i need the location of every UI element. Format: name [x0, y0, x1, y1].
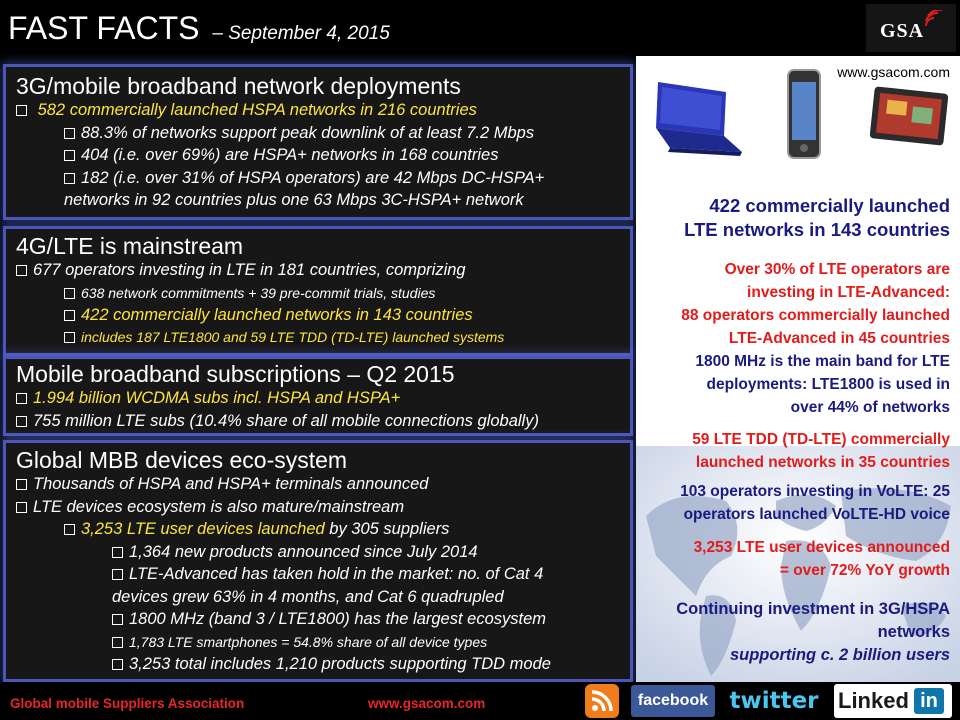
footer-bar [0, 682, 960, 720]
logo-text: GSA [880, 20, 925, 42]
panel-3g-deployments [3, 64, 633, 220]
signal-arcs-icon [924, 10, 946, 28]
fact-3g-hspa: Continuing investment in 3G/HSPA networks supporting c. 2 billion users [676, 600, 950, 664]
title-date: – September 4, 2015 [212, 23, 390, 44]
checkbox-bullet-icon [16, 416, 27, 427]
fact-lte1800: 1800 MHz is the main band for LTE deployments: LTE1800 is used in over 44% of networks [695, 353, 950, 416]
page-title [8, 10, 390, 52]
facts-column [0, 56, 640, 682]
checkbox-bullet-icon [16, 393, 27, 404]
checkbox-bullet-icon [112, 547, 123, 558]
list-item: 755 million LTE subs (10.4% share of all mobile connections globally) [16, 410, 620, 433]
checkbox-bullet-icon [112, 637, 123, 648]
panel-mbb-subscriptions [3, 356, 633, 436]
checkbox-bullet-icon [64, 310, 75, 321]
panel-heading: 3G/mobile broadband network deployments [16, 73, 461, 99]
gsa-logo [866, 4, 956, 52]
checkbox-bullet-icon [64, 173, 75, 184]
highlights-sidebar [636, 56, 960, 682]
panel-heading: Mobile broadband subscriptions – Q2 2015 [16, 361, 455, 387]
fact-td-lte: 59 LTE TDD (TD-LTE) commercially launched networks in 35 countries [692, 431, 950, 471]
checkbox-bullet-icon [112, 569, 123, 580]
list-item: 3,253 LTE user devices launched by 305 suppliers [16, 518, 620, 541]
checkbox-bullet-icon [64, 524, 75, 535]
panel-4g-lte [3, 226, 633, 356]
panel-heading: 4G/LTE is mainstream [16, 233, 244, 259]
checkbox-bullet-icon [64, 288, 75, 299]
checkbox-bullet-icon [64, 128, 75, 139]
header-bar [0, 0, 960, 56]
list-item-continued: devices grew 63% in 4 months, and Cat 6 quadrupled [112, 587, 504, 606]
list-item: includes 187 LTE1800 and 59 LTE TDD (TD-LTE) launched systems [16, 326, 620, 348]
laptop-image [646, 78, 746, 158]
twitter-icon[interactable]: twitter [729, 688, 819, 714]
checkbox-bullet-icon [112, 659, 123, 670]
checkbox-bullet-icon [16, 265, 27, 276]
list-item: 638 network commitments + 39 pre-commit trials, studies [16, 282, 620, 304]
list-item: 1.994 billion WCDMA subs incl. HSPA and HSPA+ [16, 387, 620, 410]
website-url: www.gsacom.com [837, 64, 950, 80]
list-item: 582 commercially launched HSPA networks in 216 countries [16, 99, 620, 122]
list-item: 404 (i.e. over 69%) are HSPA+ networks in 168 countries [16, 144, 620, 167]
list-item: 182 (i.e. over 31% of HSPA operators) are 42 Mbps DC-HSPA+ [16, 167, 620, 190]
fact-lte-advanced: Over 30% of LTE operators are investing in LTE-Advanced: 88 operators commercially launched LTE-Advanced in 45 countries [681, 261, 950, 347]
rss-icon[interactable] [585, 684, 619, 718]
linkedin-icon[interactable]: Linked in [834, 684, 952, 718]
list-item: 1800 MHz (band 3 / LTE1800) has the largest ecosystem [16, 608, 620, 631]
checkbox-bullet-icon [64, 150, 75, 161]
checkbox-bullet-icon [16, 502, 27, 513]
fact-lte-networks: 422 commercially launched LTE networks in 143 countries [684, 195, 950, 240]
checkbox-bullet-icon [16, 479, 27, 490]
list-item: Thousands of HSPA and HSPA+ terminals announced [16, 473, 620, 496]
checkbox-bullet-icon [64, 332, 75, 343]
list-item: 422 commercially launched networks in 143 countries [16, 304, 620, 327]
phone-image [786, 68, 822, 160]
panel-mbb-devices [3, 440, 633, 682]
facebook-icon[interactable]: facebook [631, 685, 715, 717]
list-item: LTE-Advanced has taken hold in the market: no. of Cat 4 [16, 563, 620, 586]
list-item: LTE devices ecosystem is also mature/mainstream [16, 496, 620, 519]
footer-org-name: Global mobile Suppliers Association [10, 696, 245, 711]
list-item-continued: networks in 92 countries plus one 63 Mbps 3C-HSPA+ network [64, 191, 524, 209]
list-item: 677 operators investing in LTE in 181 countries, comprizing [16, 259, 620, 282]
title-text: FAST FACTS [8, 10, 200, 46]
checkbox-bullet-icon [16, 105, 27, 116]
panel-heading: Global MBB devices eco-system [16, 447, 348, 473]
checkbox-bullet-icon [112, 614, 123, 625]
list-item: 88.3% of networks support peak downlink of at least 7.2 Mbps [16, 122, 620, 145]
footer-url-link[interactable]: www.gsacom.com [368, 696, 486, 711]
fact-volte: 103 operators investing in VoLTE: 25 operators launched VoLTE-HD voice [680, 483, 950, 523]
list-item: 1,783 LTE smartphones = 54.8% share of all device types [16, 631, 620, 653]
list-item: 3,253 total includes 1,210 products supporting TDD mode [16, 653, 620, 676]
device-image [868, 84, 954, 148]
fact-lte-devices: 3,253 LTE user devices announced = over 72% YoY growth [693, 539, 950, 579]
list-item: 1,364 new products announced since July 2014 [16, 541, 620, 564]
